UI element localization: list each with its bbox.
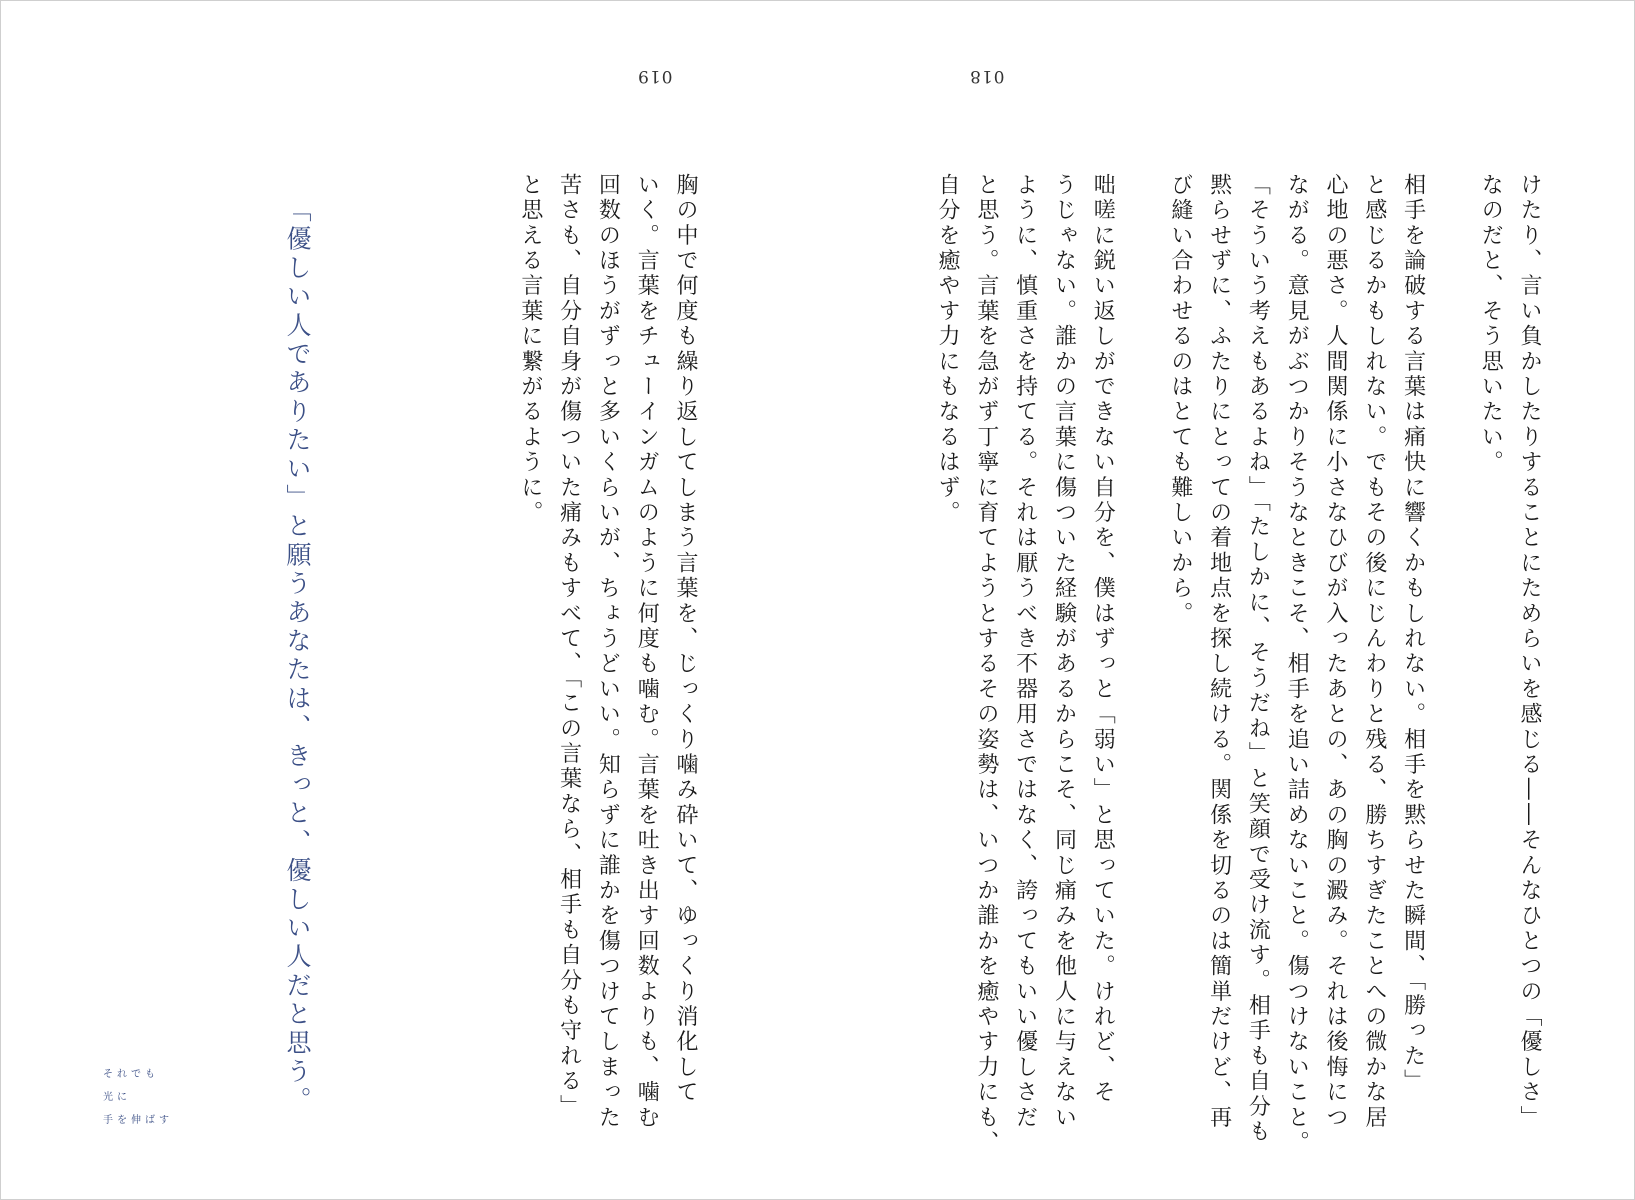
- page-number-left: 019: [637, 66, 673, 86]
- book-title: [103, 1063, 173, 1132]
- left-page-body: 胸の中で何度も繰り返してしまう言葉を、じっくり噛み砕いて、ゆっくり消化して いく。言葉をチューインガムのように何度も噛む。言葉を吐き出す回数よりも、噛む 回数のほうがずっと多いくらいが、ちょうどいい。知らずに誰かを傷つけてしまった 苦さも、自分自身が傷ついた痛みもすべて、「この言葉なら、相手も自分も守れる」 と思える言葉に繋がるように。: [517, 173, 698, 1131]
- book-title-line-3: 手を伸ばす: [103, 1115, 173, 1126]
- book-title-line-2: 光に: [103, 1092, 131, 1103]
- right-page-body: けたり、言い負かしたりすることにためらいを感じる――そんなひとつの「優しさ」 なのだと、そう思いたい。 相手を論破する言葉は痛快に響くかもしれない。相手を黙らせた瞬間、「勝った」 と感じるかもしれない。でもその後にじんわりと残る、勝ちすぎたことへの微かな居 心地の悪さ。人間関係に小さなひびが入ったあとの、あの胸の澱み。それは後悔につ ながる。意見がぶつかりそうなときこそ、相手を追い詰めないこと。傷つけないこと。 「そういう考えもあるよね」「たしかに、そうだね」と笑顔で受け流す。相手も自分も 黙らせずに、ふたりにとっての着地点を探し続ける。関係を切るのは簡単だけど、再 び縫い合わせるのはとても難しいから。 咄嗟に鋭い返しができない自分を、僕はずっと「弱い」と思っていた。けれど、そ うじゃない。誰かの言葉に傷ついた経験があるからこそ、同じ痛みを他人に与えない ように、慎重さを持てる。それは厭うべき不器用さではなく、誇ってもいい優しさだ と思う。言葉を急がず丁寧に育てようとするその姿勢は、いつか誰かを癒やす力にも、 自分を癒やす力にもなるはず。: [935, 173, 1542, 1156]
- book-title-line-1: それでも: [103, 1069, 159, 1080]
- highlight-quote: 「優しい人でありたい」と願うあなたは、きっと、優しい人だと思う。: [283, 197, 312, 1116]
- page-number-right: 018: [969, 66, 1005, 86]
